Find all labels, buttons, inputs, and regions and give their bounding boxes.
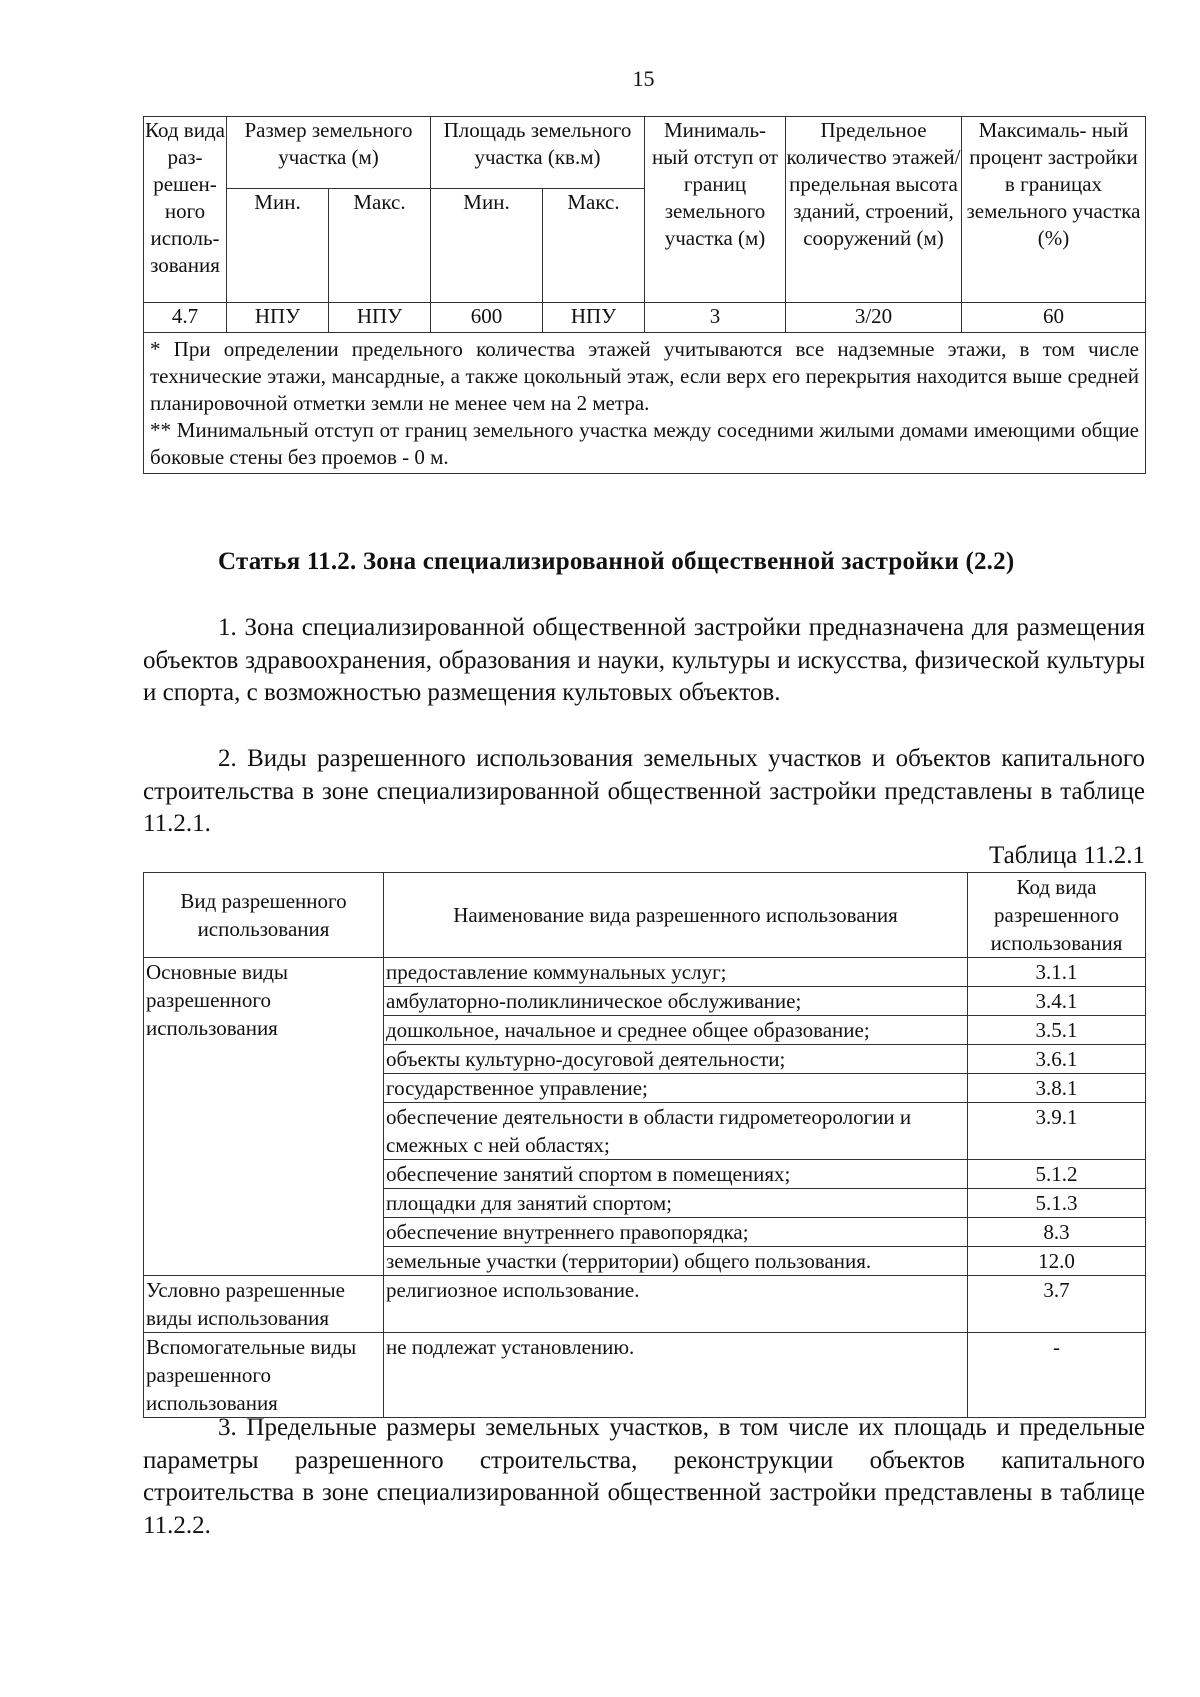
group-conditional: Условно разрешенные виды использования [144,1276,384,1333]
use-code: 3.9.1 [968,1103,1146,1160]
table-row [144,958,1146,987]
paragraph-1: 1. Зона специализированной общественной застройки предназначена для размещения объектов здравоохранения, образования и науки, культуры и искусства, физической культуры и спорта, с возможностью размещения культовых объектов. [143,614,1145,706]
group-main: Основные виды разрешенного использования [144,958,384,1276]
header-code: Код вида разрешенного использования [968,873,1146,958]
use-code: 5.1.3 [968,1189,1146,1218]
use-name: государственное управление; [384,1074,968,1103]
table-cell: 60 [962,303,1146,333]
use-code: - [968,1333,1146,1418]
footnote-floors: * При определении предельного количества этажей учитываются все надземные этажи, в том числе технические этажи, мансардные, а также цокольный этаж, если верх его перекрытия находится выше средней планировочной отметки земли не менее чем на 2 метра. [150,337,1139,415]
header-name: Наименование вида разрешенного использования [384,873,968,958]
use-code: 3.4.1 [968,987,1146,1016]
table-cell: 600 [431,303,543,333]
use-code: 3.8.1 [968,1074,1146,1103]
paragraph-2: 2. Виды разрешенного использования земельных участков и объектов капитального строительства в зоне специализированной общественной застройки представлены в таблице 11.2.1. [143,745,1145,837]
use-name: религиозное использование. [384,1276,968,1333]
use-code: 5.1.2 [968,1160,1146,1189]
use-code: 12.0 [968,1247,1146,1276]
use-name: земельные участки (территории) общего пользования. [384,1247,968,1276]
article-heading: Статья 11.2. Зона специализированной общественной застройки (2.2) [218,548,1015,575]
use-name: объекты культурно-досуговой деятельности; [384,1045,968,1074]
header-area-max: Макс. [543,189,645,303]
use-code: 3.7 [968,1276,1146,1333]
header-max-coverage: Максималь- ный процент застройки в границах земельного участка (%) [962,117,1146,303]
header-size-min: Мин. [227,189,329,303]
table-row [144,1276,1146,1333]
use-name: предоставление коммунальных услуг; [384,958,968,987]
use-name: амбулаторно-поликлиническое обслуживание; [384,987,968,1016]
table-cell: НПУ [543,303,645,333]
use-code: 3.1.1 [968,958,1146,987]
group-auxiliary: Вспомогательные виды разрешенного использования [144,1333,384,1418]
table-cell: 3/20 [786,303,962,333]
table-cell: 3 [645,303,786,333]
header-area-min: Мин. [431,189,543,303]
use-name: не подлежат установлению. [384,1333,968,1418]
table-cell: НПУ [227,303,329,333]
use-code: 3.5.1 [968,1016,1146,1045]
footnote-setback: ** Минимальный отступ от границ земельного участка между соседними жилыми домами имеющими общие боковые стены без проемов - 0 м. [150,418,1139,469]
paragraph-3: 3. Предельные размеры земельных участков, в том числе их площадь и предельные параметры разрешенного строительства, реконструкции объектов капитального строительства в зоне специализированной общественной застройки представлены в таблице 11.2.2. [143,1414,1145,1539]
header-plot-area: Площадь земельного участка (кв.м) [431,117,645,189]
table-cell: 4.7 [144,303,227,333]
use-name: обеспечение занятий спортом в помещениях; [384,1160,968,1189]
use-name: обеспечение деятельности в области гидрометеорологии и смежных с ней областях; [384,1103,968,1160]
table-cell: НПУ [329,303,431,333]
use-name: дошкольное, начальное и среднее общее образование; [384,1016,968,1045]
use-name: площадки для занятий спортом; [384,1189,968,1218]
permitted-use-table [143,872,1146,1418]
use-name: обеспечение внутреннего правопорядка; [384,1218,968,1247]
use-code: 8.3 [968,1218,1146,1247]
header-kind: Вид разрешенного использования [144,873,384,958]
table-notes [144,333,1146,474]
table-caption: Таблица 11.2.1 [989,842,1145,869]
use-code: 3.6.1 [968,1045,1146,1074]
page-number: 15 [632,66,655,91]
header-plot-size: Размер земельного участка (м) [227,117,431,189]
table-row [144,1333,1146,1418]
header-max-floors: Предельное количество этажей/ предельная высота зданий, строений, сооружений (м) [786,117,962,303]
header-min-setback: Минималь- ный отступ от границ земельного участка (м) [645,117,786,303]
zone-parameters-table [143,116,1146,474]
header-size-max: Макс. [329,189,431,303]
header-code: Код вида раз- решен- ного исполь- зования [144,117,227,303]
